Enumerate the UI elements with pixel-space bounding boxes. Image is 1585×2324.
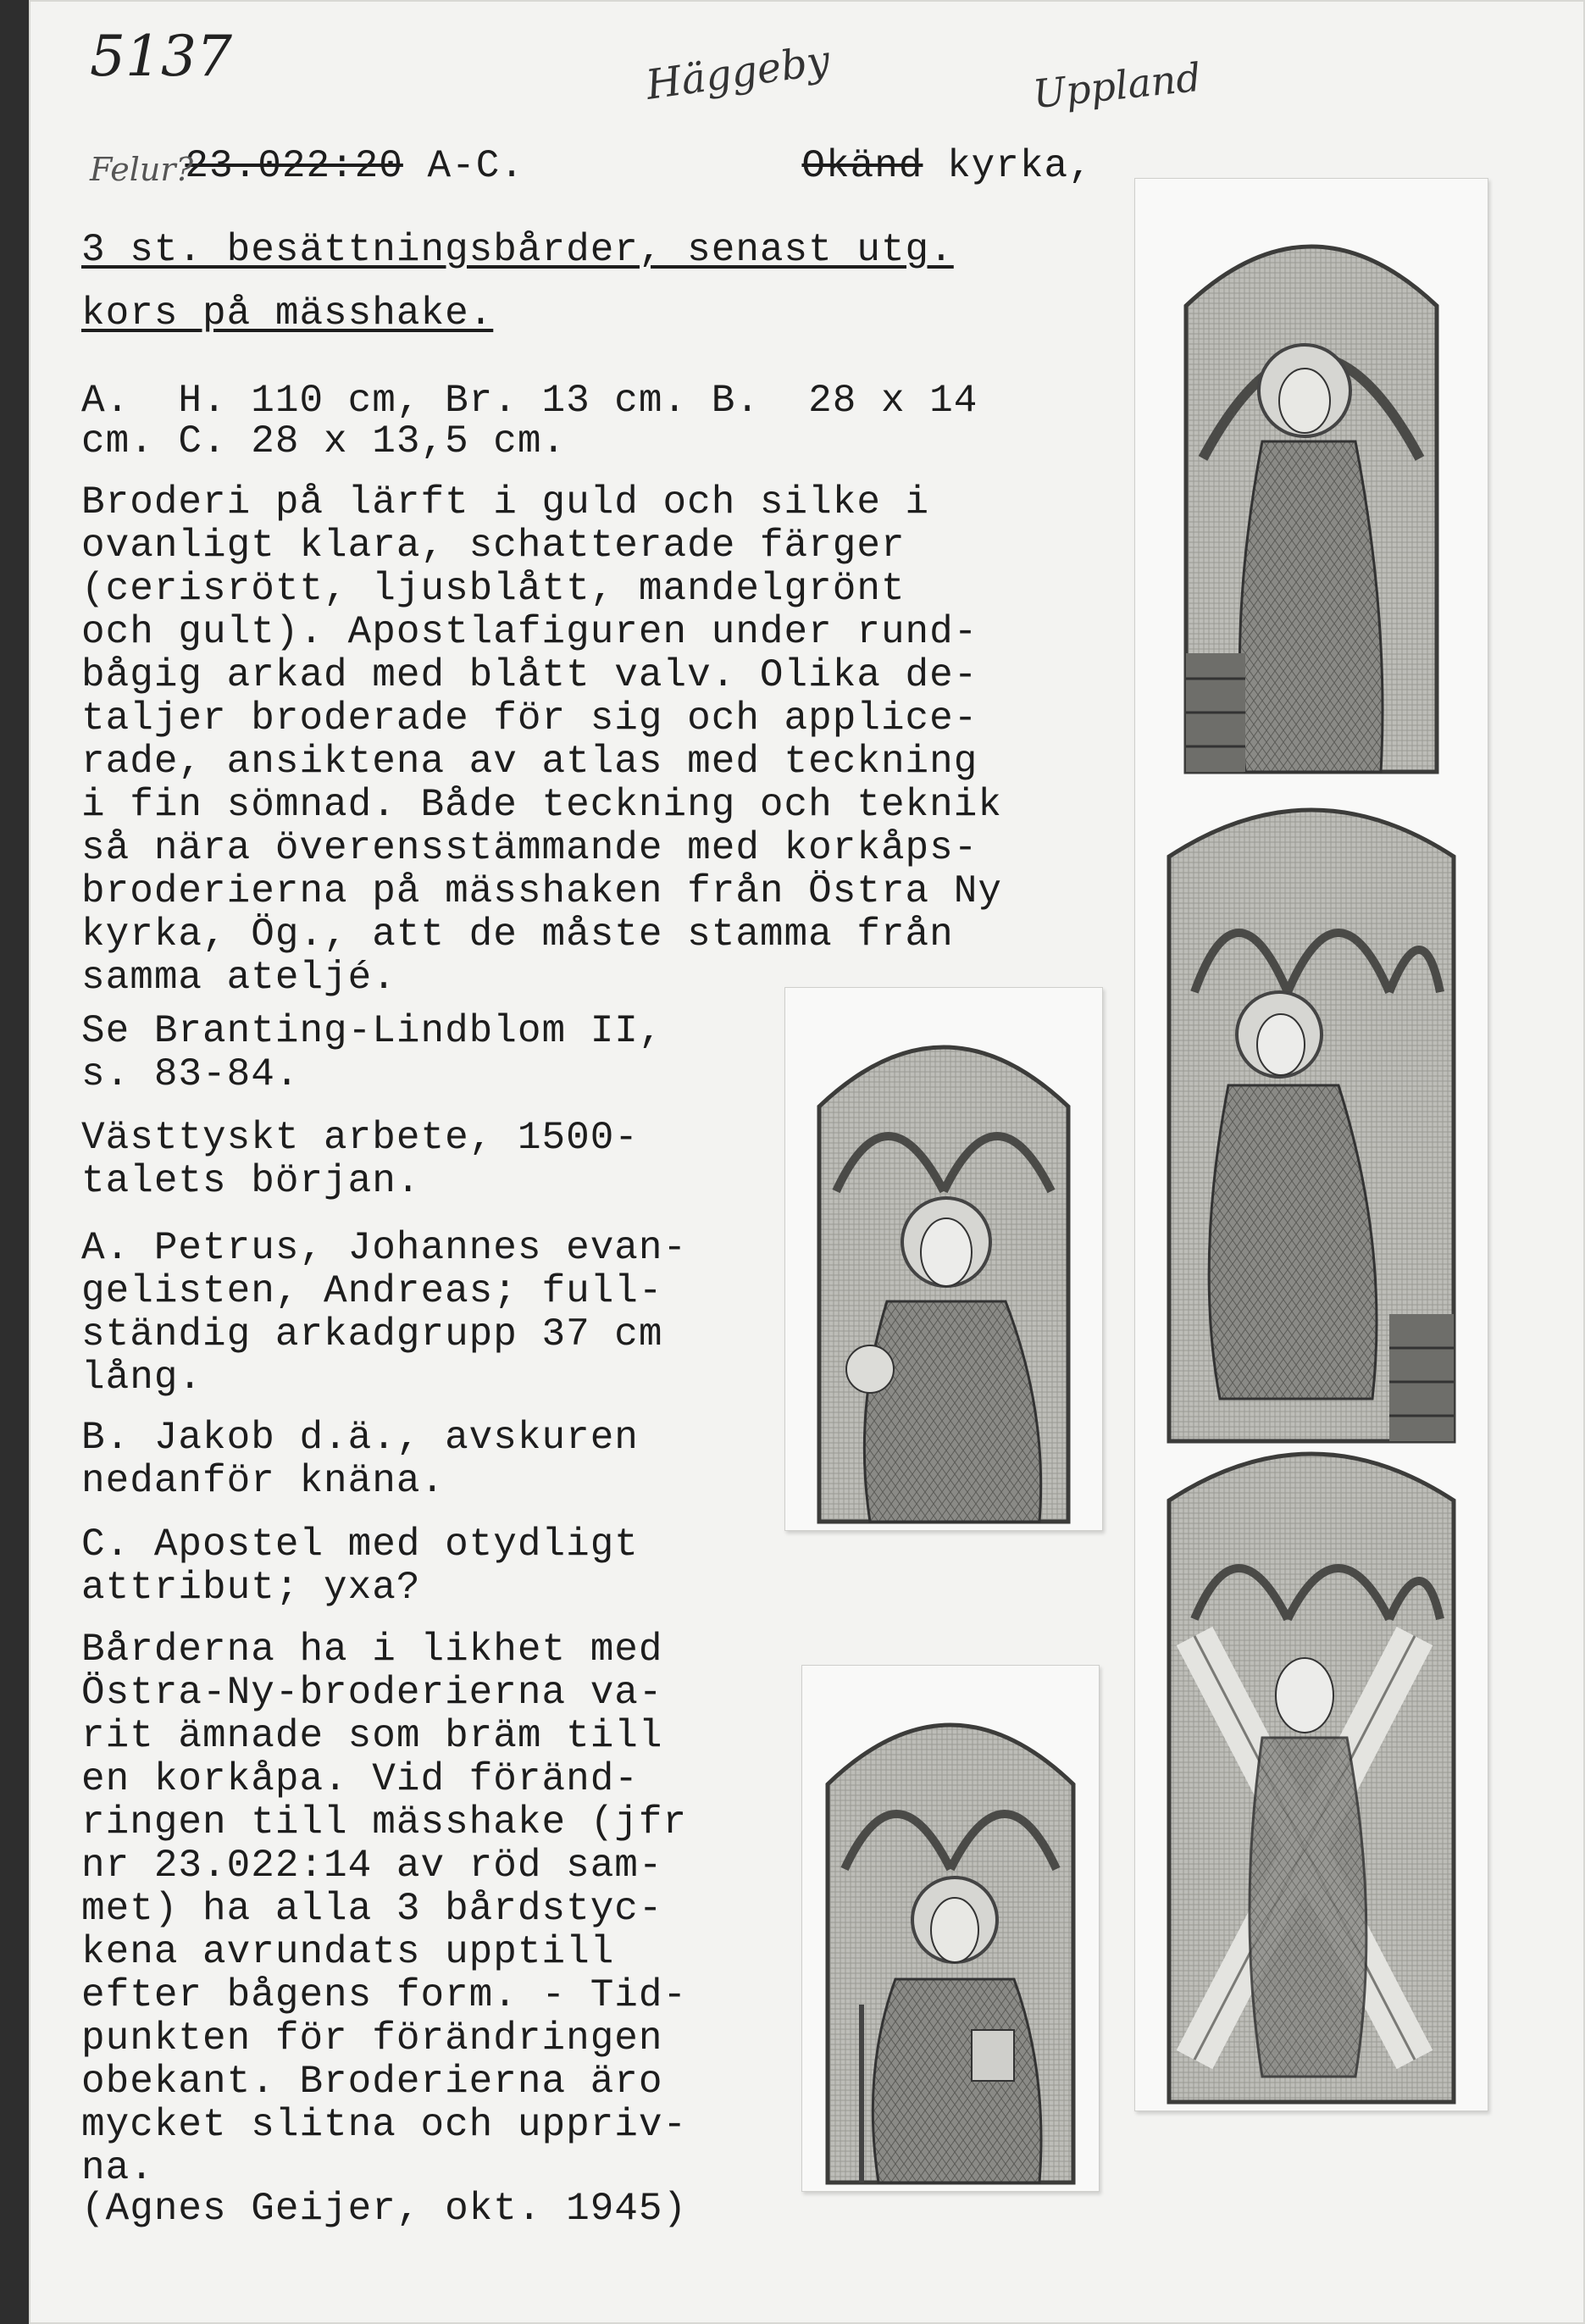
history-line: na. <box>81 2146 154 2190</box>
part-b-line: nedanför knäna. <box>81 1459 446 1503</box>
embroidery-figure-petrus <box>1186 247 1437 772</box>
part-b-line: B. Jakob d.ä., avskuren <box>81 1416 639 1460</box>
description-block <box>81 481 1002 1000</box>
signature: (Agnes Geijer, okt. 1945) <box>81 2187 688 2231</box>
part-a-line: ständig arkadgrupp 37 cm <box>81 1312 663 1356</box>
description-line: bågig arkad med blått valv. Olika de- <box>81 653 978 697</box>
history-line: mycket slitna och uppriv- <box>81 2103 688 2147</box>
history-line: ringen till mässhake (jfr <box>81 1800 688 1844</box>
title-line-2-text: kors på mässhake. <box>81 291 494 336</box>
description-line: taljer broderade för sig och applice- <box>81 696 978 740</box>
part-c-line: attribut; yxa? <box>81 1566 421 1610</box>
part-a-block <box>81 1227 687 1400</box>
part-a-line: lång. <box>81 1356 203 1400</box>
photo-panel-b <box>784 987 1103 1531</box>
description-line: samma atelјé. <box>81 956 396 1000</box>
history-line: en korkåpa. Vid föränd- <box>81 1757 639 1801</box>
catalog-card <box>29 0 1585 2324</box>
origin-line: Västtyskt arbete, 1500- <box>81 1116 639 1160</box>
history-line: Bårderna ha i likhet med <box>81 1628 663 1672</box>
history-line: punkten för förändringen <box>81 2016 663 2061</box>
embroidery-figure-jakob <box>819 1047 1068 1522</box>
embroidery-figure-andreas <box>1169 1454 1454 2102</box>
measurements-line-2: cm. C. 28 x 13,5 cm. <box>81 419 567 463</box>
measurements-line-1: A. H. 110 cm, Br. 13 cm. B. 28 x 14 <box>81 379 978 423</box>
history-line: rit ämnade som bräm till <box>81 1714 663 1758</box>
history-block <box>81 1628 687 2190</box>
history-line: efter bågens form. - Tid- <box>81 1973 688 2017</box>
part-b-block <box>81 1417 639 1503</box>
history-line: Östra-Ny-broderierna va- <box>81 1671 663 1715</box>
description-line: kyrka, Ög., att de måste stamma från <box>81 912 954 957</box>
part-a-line: gelisten, Andreas; full- <box>81 1269 663 1313</box>
region-handwritten: Uppland <box>1030 53 1204 118</box>
church-typed-struck: Okänd <box>801 144 923 188</box>
description-line: och gult). Apostlafiguren under rund- <box>81 610 978 654</box>
history-line: obekant. Broderierna äro <box>81 2060 663 2104</box>
embroidery-figure-apostle-axe <box>828 1725 1073 2183</box>
history-line: nr 23.022:14 av röd sam- <box>81 1844 663 1888</box>
description-line: i fin sömnad. Både teckning och teknik <box>81 783 1002 827</box>
part-c-line: C. Apostel med otydligt <box>81 1523 639 1567</box>
old-inventory-number-text: 23.022:20 <box>185 144 403 188</box>
part-c-block <box>81 1523 639 1610</box>
handwritten-felur-note: Felur? <box>90 151 193 188</box>
church-suffix: kyrka, <box>947 144 1093 188</box>
reference-line: Se Branting-Lindblom II, <box>81 1009 663 1053</box>
history-line: kena avrundats upptill <box>81 1930 615 1974</box>
title-line-2 <box>81 292 493 336</box>
description-line: broderierna på mässhaken från Östra Ny <box>81 869 1002 913</box>
description-line: Broderi på lärft i guld och silke i <box>81 480 930 524</box>
catalog-number-handwritten: 5137 <box>90 24 232 89</box>
church-handwritten: Häggeby <box>643 36 834 109</box>
part-a-line: A. Petrus, Johannes evan- <box>81 1226 688 1270</box>
photo-strip-a <box>1134 178 1488 2111</box>
origin-line: talets början. <box>81 1159 421 1203</box>
description-line: ovanligt klara, schatterade färger <box>81 524 906 568</box>
reference-line: s. 83-84. <box>81 1052 300 1096</box>
embroidery-figure-johannes <box>1169 810 1454 1441</box>
parts-label: A-C. <box>427 144 524 188</box>
title-line-1-text: 3 st. besättningsbårder, senast utg. <box>81 228 954 272</box>
photo-panel-c <box>801 1665 1100 2192</box>
church-line <box>705 102 1093 231</box>
history-line: met) ha alla 3 bårdstyc- <box>81 1887 663 1931</box>
description-line: (cerisrött, ljusblått, mandelgrönt <box>81 567 906 611</box>
title-line-1 <box>81 229 954 272</box>
origin-block <box>81 1117 639 1203</box>
description-line: rade, ansiktena av atlas med teckning <box>81 740 978 784</box>
reference-block <box>81 1010 663 1096</box>
description-line: så nära överensstämmande med korkåps- <box>81 826 978 870</box>
